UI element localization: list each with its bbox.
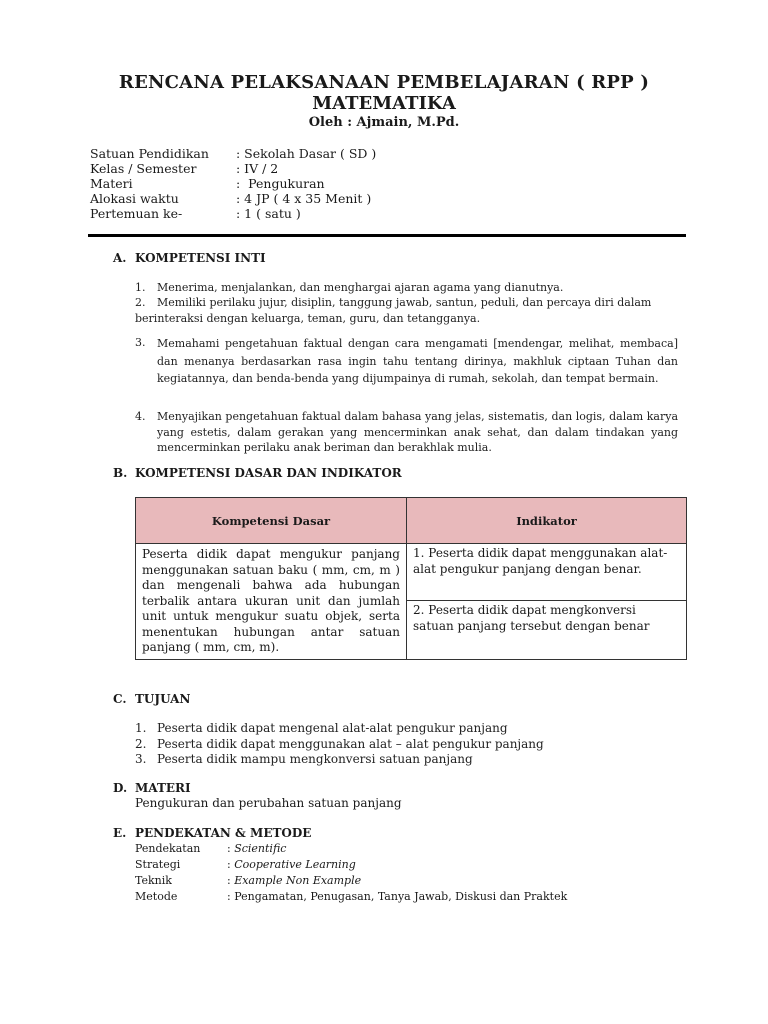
section-e-heading — [113, 826, 311, 840]
item-number: 3. — [135, 752, 147, 766]
list-item — [135, 295, 675, 326]
kompetensi-inti-list-1 — [135, 280, 680, 296]
item-text: Memiliki perilaku jujur, disiplin, tanggung jawab, santun, peduli, dan percaya diri dalam berinteraksi dengan keluarga, teman, guru, dan tetangganya. — [135, 296, 652, 325]
item-text: Peserta didik mampu mengkonversi satuan panjang — [157, 752, 473, 766]
section-c-heading — [113, 692, 190, 706]
table-header-row — [136, 498, 687, 544]
info-value: : 1 ( satu ) — [236, 206, 301, 221]
indikator-item — [407, 601, 686, 657]
document-subject: MATEMATIKA — [312, 93, 456, 114]
item-number: 4. — [135, 410, 146, 423]
indikator-cell — [407, 544, 687, 660]
list-item — [135, 752, 544, 768]
item-text: Peserta didik dapat menggunakan alat – alat pengukur panjang — [157, 736, 544, 751]
info-value: : Sekolah Dasar ( SD ) — [236, 146, 377, 161]
item-number: 2. — [135, 736, 147, 751]
info-row — [90, 206, 376, 221]
metode-value: Cooperative Learning — [234, 858, 356, 871]
metode-value: Scientific — [234, 842, 287, 855]
section-title: TUJUAN — [135, 692, 191, 706]
info-label: Alokasi waktu — [90, 191, 179, 206]
item-text: Menerima, menjalankan, dan menghargai ajaran agama yang dianutnya. — [157, 281, 564, 294]
item-number: 2. — [135, 296, 146, 309]
metode-label: Pendekatan — [135, 842, 201, 855]
document-title: RENCANA PELAKSANAAN PEMBELAJARAN ( RPP ) — [118, 72, 650, 93]
table-row — [136, 544, 687, 660]
section-title: PENDEKATAN & METODE — [135, 826, 312, 840]
metode-row: Pendekatan : Scientific — [135, 842, 287, 855]
document-author: Oleh : Ajmain, M.Pd. — [308, 115, 460, 130]
list-item — [135, 335, 678, 388]
list-item — [135, 737, 544, 753]
section-a-heading — [113, 251, 266, 265]
item-text: Memahami pengetahuan faktual dengan cara mengamati [mendengar, melihat, membaca] dan menanya berdasarkan rasa ingin tahu tentang dirinya, makhluk ciptaan Tuhan dan kegiatannya, dan benda-benda yang dijumpainya di rumah, sekolah, dan tempat bermain. — [157, 337, 678, 385]
kompetensi-dasar-cell: Peserta didik dapat mengukur panjang menggunakan satuan baku ( mm, cm, m ) dan mengenali bahwa ada hubungan terbalik antara ukuran unit dan jumlah unit untuk mengukur suatu objek, serta menentukan hubungan antar satuan panjang ( mm, cm, m). — [136, 544, 407, 660]
section-b-heading — [113, 466, 402, 480]
info-row — [90, 191, 376, 206]
item-number: 1. — [135, 281, 146, 294]
info-value: : Pengukuran — [236, 176, 325, 191]
item-number: 3. — [135, 336, 146, 349]
materi-text: Pengukuran dan perubahan satuan panjang — [135, 796, 402, 810]
list-item — [135, 409, 678, 456]
info-label: Satuan Pendidikan — [90, 146, 209, 161]
tujuan-list — [135, 721, 544, 768]
info-value: : IV / 2 — [236, 161, 279, 176]
column-header-indikator: Indikator — [407, 498, 687, 544]
indikator-number: 1. — [413, 546, 425, 560]
section-letter: D. — [113, 781, 128, 795]
section-letter: B. — [113, 466, 128, 480]
section-letter: A. — [113, 251, 127, 265]
info-label: Kelas / Semester — [90, 161, 197, 176]
kompetensi-indikator-table — [135, 497, 687, 660]
info-value: : 4 JP ( 4 x 35 Menit ) — [236, 191, 372, 206]
metode-label: Metode — [135, 890, 178, 903]
section-letter: C. — [113, 692, 127, 706]
item-text: Menyajikan pengetahuan faktual dalam bahasa yang jelas, sistematis, dan logis, dalam karya yang estetis, dalam gerakan yang mencerminkan anak sehat, dan dalam tindakan yang mencerminkan perilaku anak beriman dan berakhlak mulia. — [157, 410, 678, 454]
info-label: Pertemuan ke- — [90, 206, 183, 221]
indikator-item — [407, 544, 686, 601]
metode-label: Teknik — [135, 874, 172, 887]
divider-rule — [88, 234, 686, 237]
item-text: Peserta didik dapat mengenal alat-alat pengukur panjang — [157, 721, 508, 735]
item-number: 1. — [135, 721, 147, 735]
metode-block — [135, 841, 567, 905]
column-header-kompetensi: Kompetensi Dasar — [136, 498, 407, 544]
kompetensi-inti-item-2 — [135, 295, 675, 326]
kompetensi-inti-item-4 — [135, 409, 678, 456]
metode-value: Example Non Example — [234, 874, 362, 887]
section-letter: E. — [113, 826, 127, 840]
list-item — [135, 280, 680, 296]
indikator-text: Peserta didik dapat menggunakan alat-alat pengukur panjang dengan benar. — [413, 546, 668, 576]
section-title: MATERI — [135, 781, 191, 795]
metode-row: Teknik : Example Non Example — [135, 874, 362, 887]
kompetensi-inti-item-3 — [135, 335, 678, 388]
list-item — [135, 721, 544, 737]
metode-row: Metode : Pengamatan, Penugasan, Tanya Jawab, Diskusi dan Praktek — [135, 890, 568, 903]
metode-row: Strategi : Cooperative Learning — [135, 858, 356, 871]
indikator-number: 2. — [413, 603, 425, 617]
metode-label: Strategi — [135, 858, 181, 871]
section-title: KOMPETENSI DASAR DAN INDIKATOR — [135, 466, 402, 480]
section-d-heading — [113, 781, 191, 795]
section-title: KOMPETENSI INTI — [135, 251, 266, 265]
info-row — [90, 176, 376, 191]
info-row — [90, 146, 376, 161]
metode-value: Pengamatan, Penugasan, Tanya Jawab, Diskusi dan Praktek — [234, 890, 568, 903]
info-label: Materi — [90, 176, 133, 191]
info-row — [90, 161, 376, 176]
identity-block — [90, 146, 376, 221]
indikator-text: Peserta didik dapat mengkonversi satuan panjang tersebut dengan benar — [413, 603, 650, 633]
